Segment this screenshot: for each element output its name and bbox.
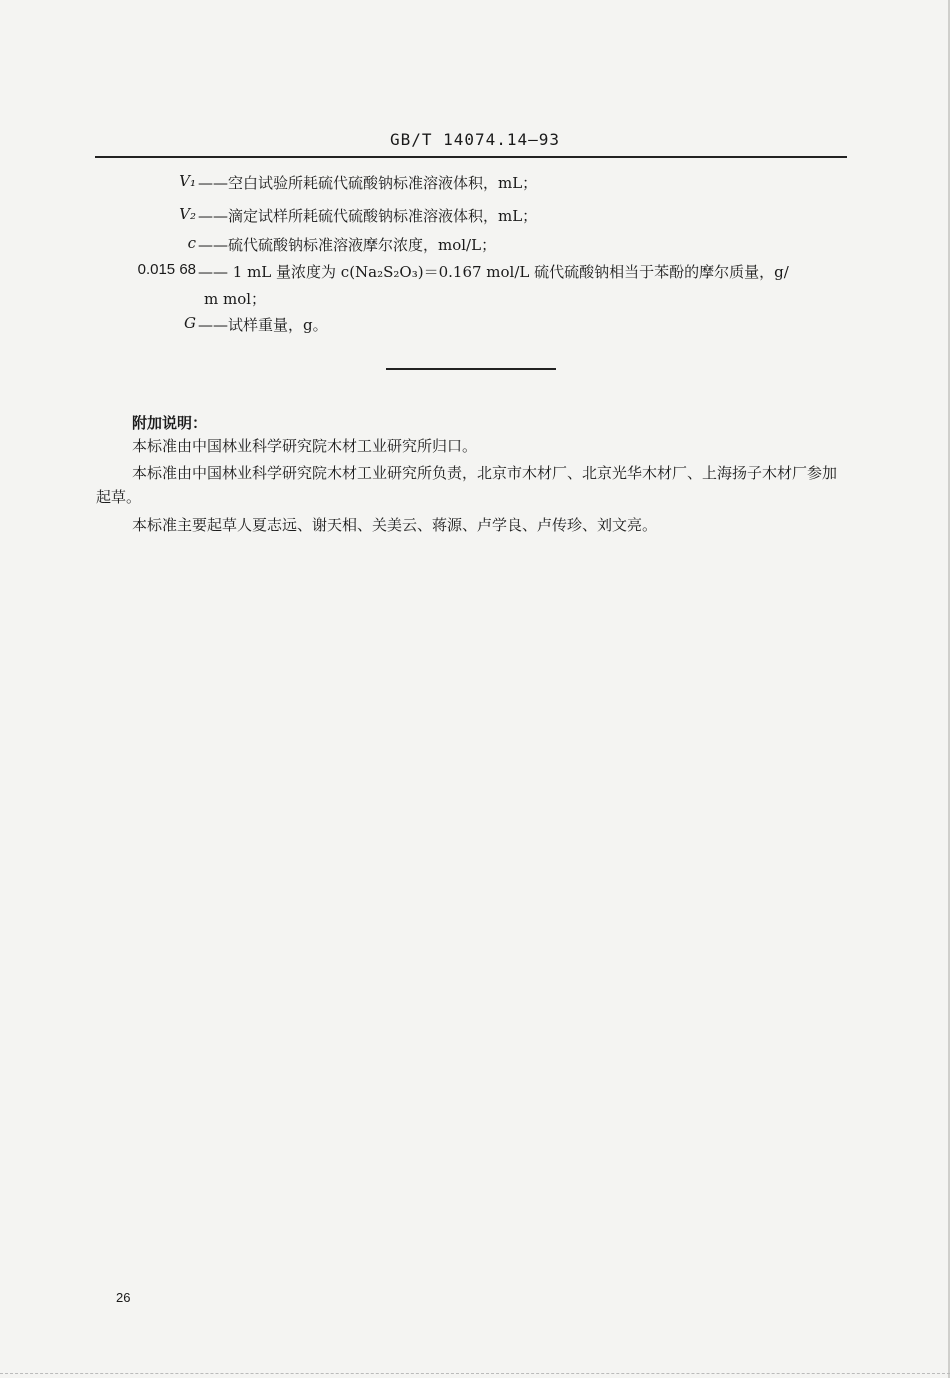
- definition-symbol: c: [187, 234, 196, 252]
- definition-text: ——空白试验所耗硫代硫酸钠标准溶液体积，mL；: [198, 174, 538, 192]
- definition-symbol: V₂: [179, 205, 196, 223]
- header-rule: [95, 156, 847, 158]
- standard-header: GB/T 14074.14—93: [389, 130, 561, 149]
- page-number: 26: [116, 1290, 131, 1305]
- page-edge: [0, 1373, 950, 1374]
- section-divider: [386, 368, 556, 370]
- notes-title: 附加说明：: [132, 414, 208, 432]
- notes-paragraph: 本标准由中国林业科学研究院木材工业研究所负责，北京市木材厂、北京光华木材厂、上海扬子木材厂参加起草。: [96, 464, 838, 506]
- notes-paragraph: 本标准由中国林业科学研究院木材工业研究所归口。: [132, 437, 478, 455]
- definition-text: ——滴定试样所耗硫代硫酸钠标准溶液体积，mL；: [198, 207, 538, 225]
- definition-continuation: m mol；: [204, 290, 267, 308]
- definition-symbol: G: [184, 314, 196, 332]
- definition-text: —— 1 mL 量浓度为 c(Na₂S₂O₃)＝0.167 mol/L 硫代硫酸钠相当于苯酚的摩尔质量，g/: [198, 263, 789, 281]
- definition-text: ——硫代硫酸钠标准溶液摩尔浓度，mol/L；: [198, 236, 497, 254]
- notes-paragraph: 本标准主要起草人夏志远、谢天相、关美云、蒋源、卢学良、卢传珍、刘文亮。: [132, 516, 658, 534]
- definition-symbol: 0.015 68: [137, 261, 196, 278]
- definition-symbol: V₁: [179, 172, 196, 190]
- definition-text: ——试样重量，g。: [198, 316, 328, 334]
